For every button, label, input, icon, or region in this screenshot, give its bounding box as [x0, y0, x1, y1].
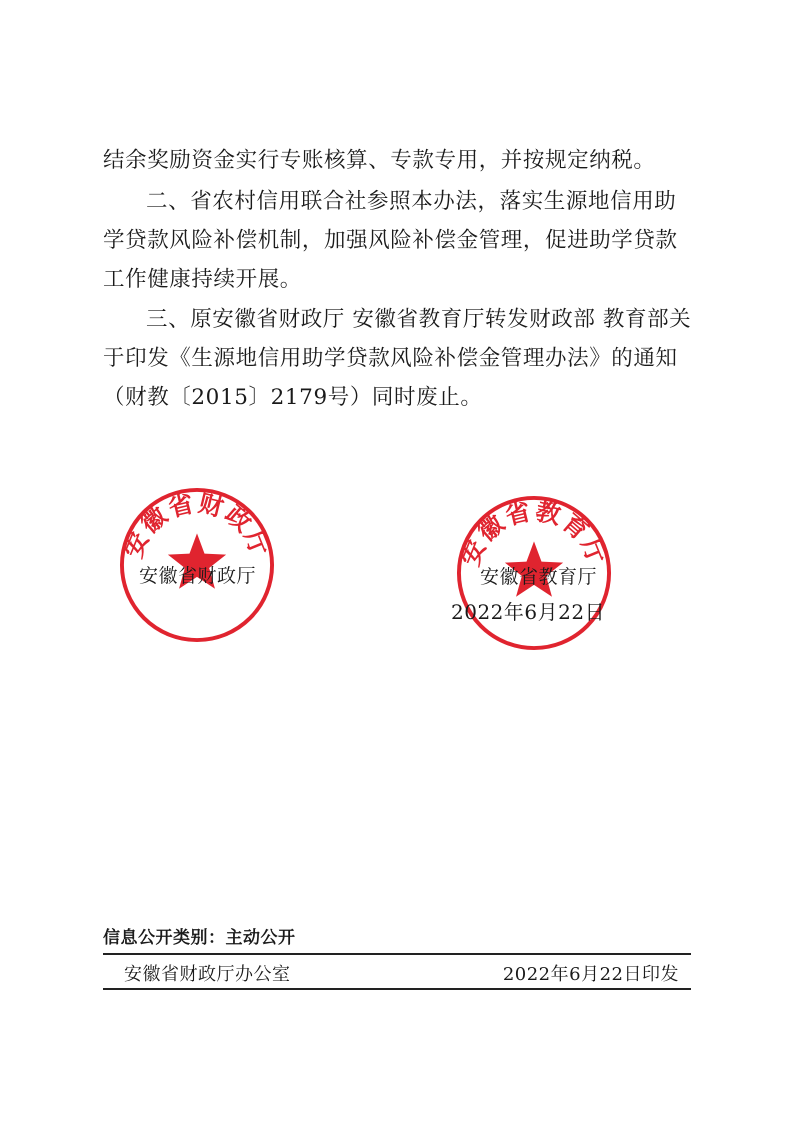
education-seal-text: 安徽省教育厅	[455, 496, 613, 570]
disclosure-category: 信息公开类别：主动公开	[103, 928, 296, 948]
footer-divider-top	[103, 953, 691, 955]
signature-finance: 安徽省财政厅	[139, 565, 257, 587]
finance-seal-text: 安徽省财政厅	[118, 488, 276, 562]
issuing-office: 安徽省财政厅办公室	[124, 964, 291, 985]
signature-date: 2022年6月22日	[451, 600, 606, 624]
footer-divider-bottom	[103, 988, 691, 990]
body-paragraph-2: 二、省农村信用联合社参照本办法，落实生源地信用助学贷款风险补偿机制，加强风险补偿金管理，促进助学贷款工作健康持续开展。	[103, 189, 678, 292]
body-paragraph-3: 三、原安徽省财政厅 安徽省教育厅转发财政部 教育部关于印发《生源地信用助学贷款风险补偿金管理办法》的通知（财教〔2015〕2179号）同时废止。	[103, 307, 692, 410]
body-paragraph-1: 结余奖励资金实行专账核算、专款专用，并按规定纳税。	[103, 148, 656, 173]
issue-date: 2022年6月22日印发	[502, 964, 679, 985]
signature-education: 安徽省教育厅	[480, 566, 598, 588]
